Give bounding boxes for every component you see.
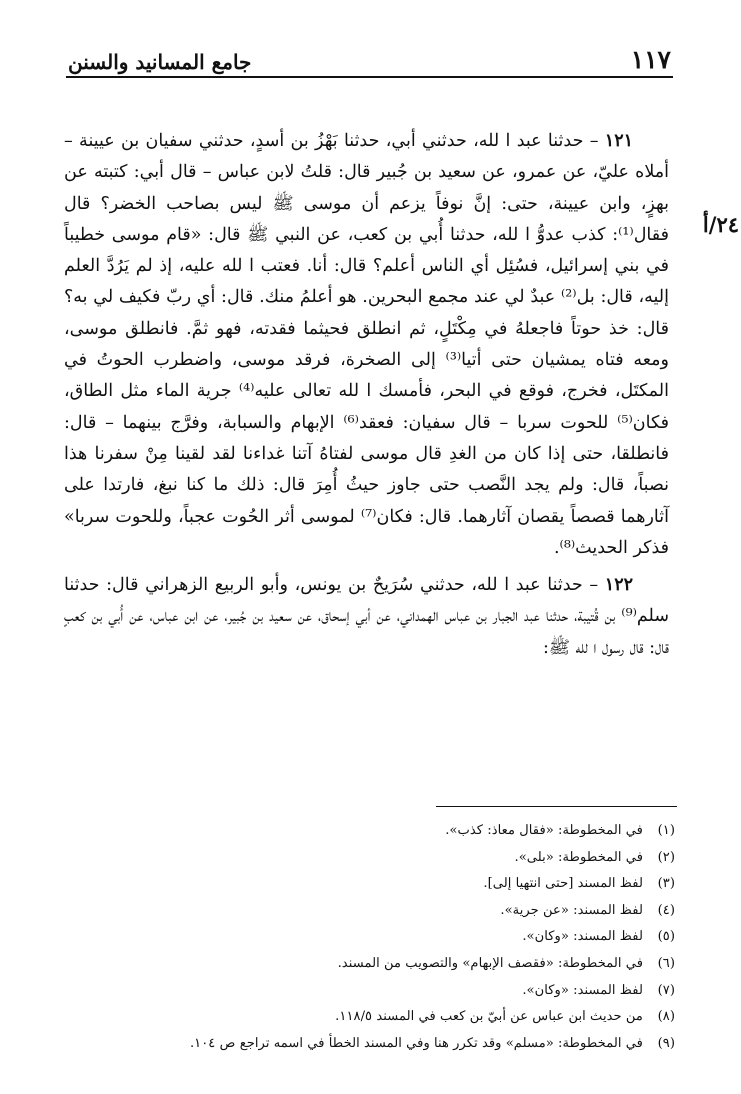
footnote-item bbox=[120, 924, 675, 951]
footnote-text: لفظ المسند: «عن جرية». bbox=[500, 902, 643, 918]
footnote-number: (٩) bbox=[657, 1035, 675, 1051]
footnote-number: (١) bbox=[657, 823, 675, 838]
hadith-paragraph bbox=[64, 570, 669, 664]
footnote-item bbox=[120, 871, 675, 898]
hadith-text: – حدثنا عبد ا لله، حدثني سُرَيحٌ بن يونس، وأبو الربيع الزهراني قال: حدثنا سلم⁽⁹⁾ بن قُتيبة، حدثنا عبد الجبار بن عباس الهمداني، عن أبي إسحاق، عن سعيد بن جُبير، عن ابن عباس، عن أُبي بن كعبٍ قال: قال رسول ا لله ﷺ: bbox=[64, 575, 669, 658]
footnote-number: (٧) bbox=[657, 982, 675, 998]
footnote-number: (٤) bbox=[657, 902, 675, 918]
hadith-paragraph bbox=[64, 126, 669, 564]
main-text bbox=[64, 126, 669, 664]
page-header bbox=[68, 40, 671, 74]
manuscript-folio-note: ٢٤/أ bbox=[702, 212, 739, 237]
footnote-number: (٣) bbox=[657, 876, 675, 892]
footnote-item bbox=[120, 1004, 675, 1031]
footnote-number: (٢) bbox=[657, 849, 675, 865]
footnote-item bbox=[120, 951, 675, 978]
footnotes-list bbox=[120, 818, 675, 1057]
footnote-text: لفظ المسند [حتى انتهيا إلى]. bbox=[483, 876, 643, 892]
footnote-item bbox=[120, 898, 675, 925]
hadith-number: ١٢٢ bbox=[604, 575, 633, 596]
footnote-item bbox=[120, 818, 675, 845]
footnote-item bbox=[120, 1031, 675, 1058]
hadith-text: – حدثنا عبد ا لله، حدثني أبي، حدثنا بَهْزُ بن أسدٍ، حدثني سفيان بن عيينة – أملاه عليّ، عن عمرو، عن سعيد بن جُبير قال: قلتُ لابن عباس – قال أبي: كتبته عن بهزٍ، وابن عيينة، حتى: إنَّ نوفاً يزعم أن موسى ﷺ ليس بصاحب الخضر؟ قال فقال⁽¹⁾: كذب عدوُّ ا لله، حدثنا أُبي بن كعب، عن النبي ﷺ قال: «قام موسى خطيباً في بني إسرائيل، فسُئِل أي الناس أعلم؟ قال: أنا. فعتب ا لله عليه، إذ لم يَرُدَّ العلم إليه، قال: بل⁽²⁾ عبدٌ لي عند مجمع البحرين. هو أعلمُ منك. قال: أي ربّ فكيف لي به؟ قال: خذ حوتاً فاجعلهُ في مِكْتَلٍ، ثم انطلق فحيثما فقدته، فهو ثمَّ. فانطلق موسى، ومعه فتاه يمشيان حتى أتيا⁽³⁾ إلى الصخرة، فرقد موسى، واضطرب الحوتُ في المكتَل، فخرج، فوقع في البحر، فأمسك ا لله تعالى عليه⁽⁴⁾ جرية الماء مثل الطاق، فكان⁽⁵⁾ للحوت سربا – قال سفيان: فعقد⁽⁶⁾ الإبهام والسبابة، وفرَّج بينهما – قال: فانطلقا، حتى إذا كان من الغدِ قال موسى لفتاهُ آتنا غداءنا لقد لقينا مِنْ سفرنا هذا نصباً، قال: ولم يجد النَّصب حتى جاوز حيثُ أُمِرَ قال: ذلك ما كنا نبغ، فارتدا على آثارهما قصصاً يقصان آثارهما. قال: فكان⁽⁷⁾ لموسى أثر الحُوت عجباً، وللحوت سربا» فذكر الحديث⁽⁸⁾. bbox=[64, 131, 669, 558]
footnote-text: لفظ المسند: «وكان». bbox=[522, 929, 643, 945]
footnote-rule bbox=[436, 806, 677, 807]
footnote-text: لفظ المسند: «وكان». bbox=[522, 982, 643, 998]
footnote-text: من حديث ابن عباس عن أبيّ بن كعب في المسند ١١٨/٥. bbox=[335, 1009, 643, 1025]
footnote-text: في المخطوطة: «فقصف الإبهام» والتصويب من المسند. bbox=[337, 955, 643, 971]
footnote-text: في المخطوطة: «بلى». bbox=[514, 849, 643, 865]
footnote-number: (٨) bbox=[657, 1009, 675, 1025]
footnote-item bbox=[120, 978, 675, 1005]
footnote-number: (٥) bbox=[657, 929, 675, 945]
header-rule bbox=[66, 76, 673, 78]
footnote-text: في المخطوطة: «فقال معاذ: كذب». bbox=[445, 823, 643, 838]
hadith-number: ١٢١ bbox=[604, 131, 633, 151]
page-number: ١١٧ bbox=[630, 45, 671, 74]
book-title: جامع المسانيد والسنن bbox=[68, 50, 252, 74]
footnote-item bbox=[120, 845, 675, 872]
footnote-number: (٦) bbox=[657, 955, 675, 971]
footnote-text: في المخطوطة: «مسلم» وقد تكرر هنا وفي المسند الخطأ في اسمه تراجع ص ١٠٤. bbox=[189, 1035, 643, 1051]
